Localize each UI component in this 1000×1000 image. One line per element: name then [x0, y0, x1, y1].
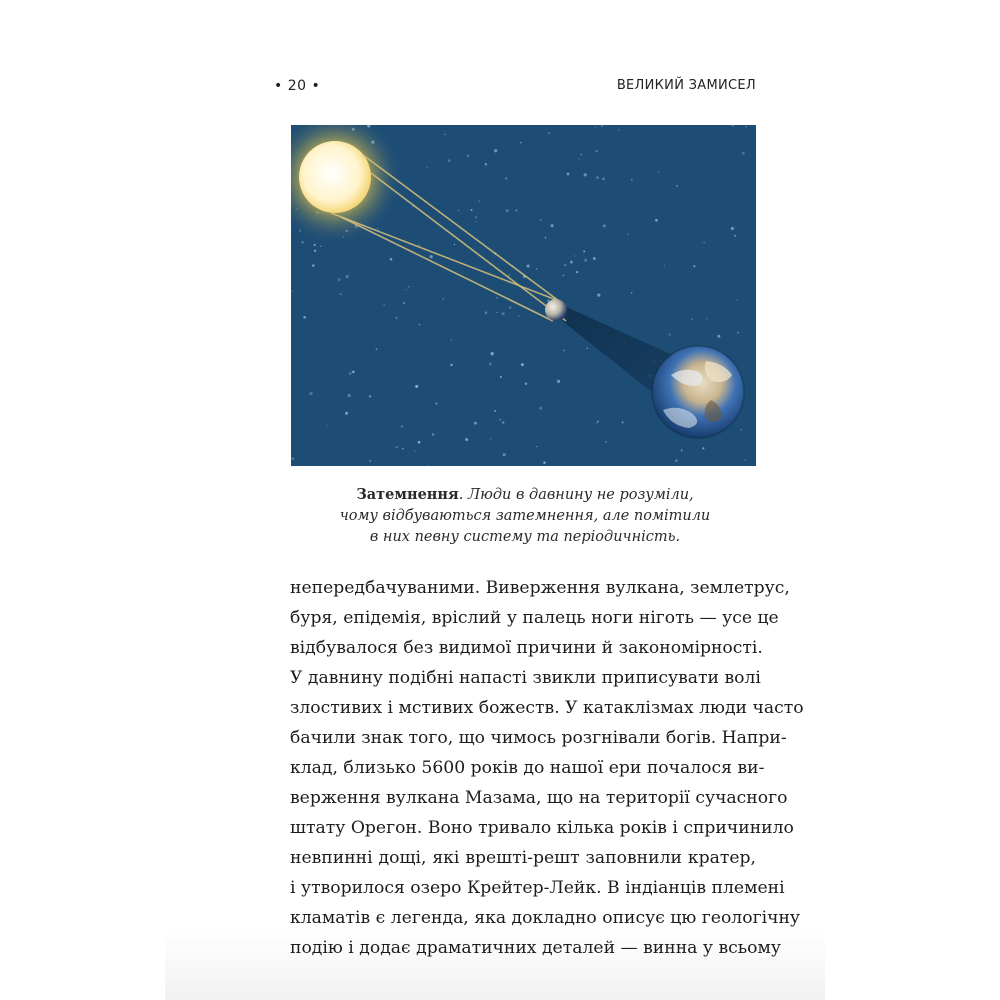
star [352, 371, 355, 374]
star [395, 317, 398, 320]
star [570, 261, 573, 264]
star [586, 347, 588, 349]
star [369, 460, 371, 462]
star [458, 210, 460, 212]
star [485, 163, 487, 165]
star [622, 421, 624, 423]
star [419, 324, 421, 326]
star [490, 352, 493, 355]
eclipse-illustration [291, 125, 756, 466]
star [475, 221, 476, 222]
star [627, 233, 628, 234]
star [737, 300, 738, 301]
star [737, 332, 739, 334]
star [603, 224, 606, 227]
star [403, 302, 405, 304]
star [432, 433, 435, 436]
star [340, 293, 342, 295]
star [490, 438, 492, 440]
body-line: кламатів є легенда, яка докладно описує цю геологічну [290, 908, 801, 928]
caption-line-2: чому відбуваються затемнення, але помітили [339, 508, 711, 524]
body-line: бачили знак того, що чимось розгнівали богів. Напри- [290, 728, 787, 748]
caption-line-1 [290, 484, 760, 506]
star [465, 438, 468, 441]
star [564, 264, 566, 266]
star [494, 149, 497, 152]
star [518, 315, 519, 316]
star [475, 216, 478, 219]
star [489, 363, 492, 366]
star [502, 421, 505, 424]
star [396, 446, 398, 448]
star [401, 425, 403, 427]
star [557, 380, 560, 383]
star [576, 271, 578, 273]
page-number: • 20 • [274, 78, 321, 94]
caption-rest: . Люди в давнину не розуміли, [458, 487, 694, 503]
star [734, 235, 736, 237]
star [312, 264, 315, 267]
star [505, 177, 507, 179]
star [664, 265, 665, 266]
star [390, 258, 393, 261]
body-paragraph [290, 573, 804, 963]
star [415, 385, 418, 388]
body-line: штату Орегон. Воно тривало кілька років і спричинило [290, 818, 794, 838]
star [602, 178, 604, 180]
star [435, 402, 437, 404]
body-line: клад, близько 5600 років до нашої ери почалося ви- [290, 758, 765, 778]
star [601, 125, 603, 127]
body-line: непередбачуваними. Виверження вулкана, землетрус, [290, 578, 790, 598]
star [540, 219, 542, 221]
star [563, 349, 565, 351]
star [418, 244, 420, 246]
star [676, 185, 678, 187]
star [702, 447, 704, 449]
star [338, 278, 341, 281]
star [515, 209, 517, 211]
star [506, 209, 509, 212]
star [631, 292, 633, 294]
star [478, 200, 480, 202]
star [349, 372, 352, 375]
star [474, 422, 477, 425]
star [451, 339, 452, 340]
figure-caption [290, 484, 760, 548]
star [551, 224, 554, 227]
star [467, 155, 469, 157]
star [744, 460, 746, 462]
star [548, 132, 550, 134]
star [596, 422, 598, 424]
star [543, 461, 546, 464]
star [408, 286, 409, 287]
star [345, 412, 348, 415]
star [502, 312, 505, 315]
star [430, 255, 433, 258]
star [580, 153, 582, 155]
star [596, 150, 598, 152]
star [346, 275, 349, 278]
star [706, 318, 707, 319]
star [583, 250, 585, 252]
star [717, 335, 720, 338]
star [574, 255, 575, 256]
star [500, 376, 502, 378]
star [369, 395, 371, 397]
star [444, 134, 445, 135]
star [303, 316, 306, 319]
star [454, 244, 455, 245]
star [503, 453, 506, 456]
star [383, 304, 385, 306]
star [508, 274, 510, 276]
star [348, 394, 351, 397]
star [669, 333, 671, 335]
star [584, 173, 587, 176]
star [584, 259, 587, 262]
star [443, 298, 444, 299]
star [320, 245, 322, 247]
star [309, 392, 312, 395]
star [291, 457, 294, 460]
star [418, 441, 421, 444]
star [314, 250, 316, 252]
star [448, 159, 451, 162]
star [691, 318, 693, 320]
moon-icon [545, 299, 567, 321]
body-line: У давнину подібні напасті звикли приписувати волі [290, 668, 761, 688]
star [539, 407, 542, 410]
body-line: верження вулкана Мазама, що на території сучасного [290, 788, 788, 808]
star [655, 219, 658, 222]
star [494, 410, 496, 412]
star [596, 176, 599, 179]
caption-line-3: в них певну систему та періодичність. [369, 529, 681, 545]
star [525, 382, 527, 384]
star [618, 129, 619, 130]
star [520, 142, 522, 144]
star [301, 241, 303, 243]
star [485, 311, 488, 314]
star [471, 209, 473, 211]
earth-icon [652, 346, 744, 438]
star [605, 441, 607, 443]
star [681, 449, 683, 451]
star [521, 363, 524, 366]
star [545, 237, 547, 239]
eclipse-svg [291, 125, 756, 466]
star [426, 166, 427, 167]
star [740, 429, 742, 431]
star [597, 294, 600, 297]
body-line: невпинні дощі, які врешті-решт заповнили кратер, [290, 848, 756, 868]
sun-icon [299, 141, 371, 213]
star [595, 127, 596, 128]
star [597, 421, 599, 423]
body-line: буря, епідемія, вріслий у палець ноги ніготь — усе це [290, 608, 779, 628]
star [376, 348, 378, 350]
star [509, 306, 512, 309]
star [406, 289, 407, 290]
star [631, 179, 633, 181]
body-line: відбувалося без видимої причини й закономірності. [290, 638, 763, 658]
star [745, 126, 746, 127]
star [496, 297, 497, 298]
star [563, 275, 564, 276]
star [536, 268, 537, 269]
star [703, 242, 705, 244]
star [693, 265, 695, 267]
star [326, 425, 327, 426]
star [527, 265, 530, 268]
star [402, 448, 404, 450]
star [499, 419, 501, 421]
star [536, 446, 537, 447]
star [450, 364, 452, 366]
body-line: злостивих і мстивих божеств. У катаклізмах люди часто [290, 698, 804, 718]
star [731, 227, 734, 230]
body-line: і утворилося озеро Крейтер-Лейк. В індіанців племені [290, 878, 785, 898]
star [414, 450, 415, 451]
caption-lead: Затемнення [356, 486, 459, 503]
star [675, 459, 678, 462]
star [314, 244, 316, 246]
star [658, 171, 660, 173]
running-head: ВЕЛИКИЙ ЗАМИСЕЛ [616, 78, 756, 93]
star [578, 158, 579, 159]
star [742, 152, 745, 155]
star [496, 312, 497, 313]
body-line: подію і додає драматичних деталей — винна у всьому [290, 938, 781, 958]
star [593, 257, 596, 260]
star [567, 173, 570, 176]
